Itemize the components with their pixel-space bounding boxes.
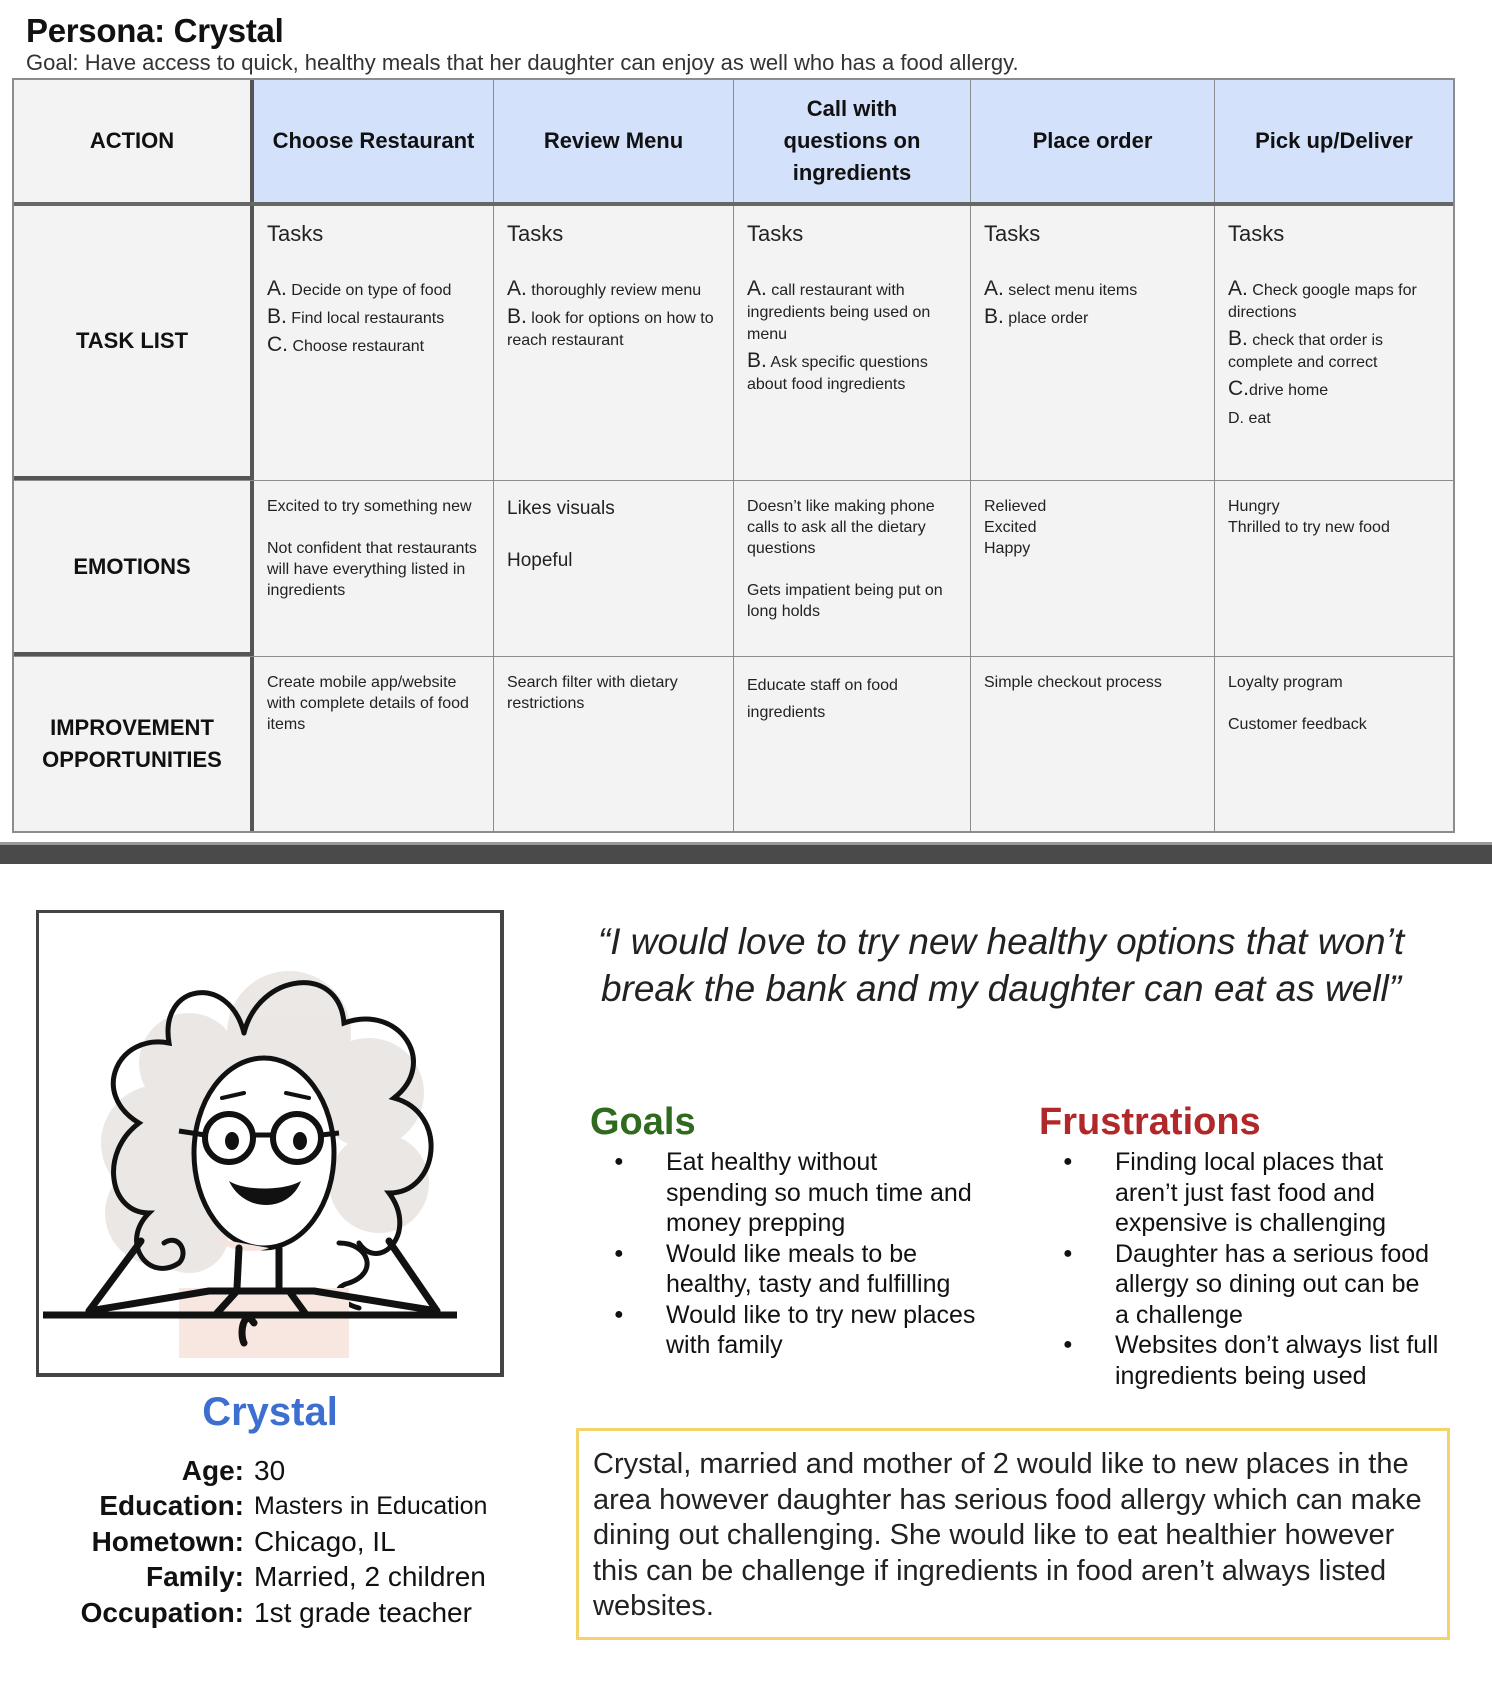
fact-family: Family: Married, 2 children xyxy=(145,1561,486,1593)
improvement-row-label: IMPROVEMENT OPPORTUNITIES xyxy=(14,657,254,831)
tasks-heading: Tasks xyxy=(267,221,324,246)
task-item: A. thoroughly review menu xyxy=(507,277,702,300)
improvement-cell xyxy=(254,657,494,831)
task-list-row-label: TASK LIST xyxy=(14,206,254,480)
fact-occupation: Occupation: 1st grade teacher xyxy=(80,1596,472,1628)
persona-facts xyxy=(40,1453,560,1631)
frustrations-heading: Frustrations xyxy=(1039,1101,1261,1143)
persona-title: Persona: Crystal xyxy=(26,12,284,49)
goals-heading: Goals xyxy=(590,1101,696,1143)
emotion-text: Hungry Thrilled to try new food xyxy=(1228,498,1390,536)
task-item: A. Check google maps for directions xyxy=(1228,277,1417,321)
improvement-cell xyxy=(1215,657,1453,831)
improvement-cell xyxy=(971,657,1215,831)
task-item: B. look for options on how to reach restaurant xyxy=(507,305,714,349)
action-row-label: ACTION xyxy=(14,80,254,202)
persona-bio: Crystal, married and mother of 2 would like to new places in the area however daughter has serious food allergy which can make dining out challenging. She would like to eat healthier however this can be challenge if ingredients in food aren’t always listed websites. xyxy=(576,1428,1450,1640)
goal-item: ● Would like meals to be healthy, tasty and fulfilling xyxy=(590,1239,980,1300)
task-items xyxy=(507,278,725,356)
improvement-text: Create mobile app/website with complete details of food items xyxy=(267,674,469,733)
emotions-row-label: EMOTIONS xyxy=(14,481,254,656)
task-items xyxy=(984,278,1206,334)
improvement-text: Educate staff on food ingredients xyxy=(747,677,898,721)
frustration-item: ● Websites don’t always list full ingredients being used xyxy=(1039,1330,1439,1391)
emotion-cell xyxy=(254,481,494,656)
emotion-cell xyxy=(734,481,971,656)
task-item: A. call restaurant with ingredients being used on menu xyxy=(747,277,931,343)
section-divider xyxy=(0,842,1492,864)
improvement-text: Simple checkout process xyxy=(984,674,1162,691)
task-cell xyxy=(494,206,734,480)
improvement-text: Loyalty program Customer feedback xyxy=(1228,674,1367,733)
frustrations-list xyxy=(1039,1147,1439,1391)
task-item: D. eat xyxy=(1228,410,1271,427)
task-items xyxy=(267,278,485,362)
task-item: C. Choose restaurant xyxy=(267,333,425,356)
emotion-cell xyxy=(1215,481,1453,656)
task-cell xyxy=(971,206,1215,480)
task-cell xyxy=(734,206,971,480)
frustration-item: ● Daughter has a serious food allergy so dining out can be a challenge xyxy=(1039,1239,1439,1331)
task-item: A. select menu items xyxy=(984,277,1138,300)
improvement-cell xyxy=(494,657,734,831)
task-item: B. check that order is complete and correct xyxy=(1228,327,1384,371)
stick-figure-illustration xyxy=(39,913,501,1374)
task-items xyxy=(747,278,962,400)
task-list-row xyxy=(14,206,1453,481)
improvement-text: Search filter with dietary restrictions xyxy=(507,674,678,712)
action-row xyxy=(14,80,1453,206)
step-header-review-menu: Review Menu xyxy=(494,80,734,202)
frustration-item: ● Finding local places that aren’t just fast food and expensive is challenging xyxy=(1039,1147,1439,1239)
journey-map-table xyxy=(12,78,1455,833)
task-item: B. Find local restaurants xyxy=(267,305,445,328)
step-header-choose-restaurant: Choose Restaurant xyxy=(254,80,494,202)
improvement-row xyxy=(14,657,1453,831)
task-items xyxy=(1228,278,1445,434)
task-item: A. Decide on type of food xyxy=(267,277,452,300)
fact-education: Education: Masters in Education xyxy=(99,1490,488,1522)
persona-name: Crystal xyxy=(202,1390,338,1434)
tasks-heading: Tasks xyxy=(507,221,564,246)
goal-item: ● Eat healthy without spending so much time and money prepping xyxy=(590,1147,980,1239)
task-item: B. place order xyxy=(984,305,1089,328)
persona-quote: “I would love to try new healthy options that won’t break the bank and my daughter can eat as well” xyxy=(597,921,1405,1009)
fact-hometown: Hometown: Chicago, IL xyxy=(91,1525,396,1557)
emotion-text: Doesn’t like making phone calls to ask all the dietary questions Gets impatient being put on long holds xyxy=(747,498,943,620)
task-item: B. Ask specific questions about food ingredients xyxy=(747,349,928,393)
task-cell xyxy=(254,206,494,480)
emotion-cell xyxy=(971,481,1215,656)
tasks-heading: Tasks xyxy=(984,221,1041,246)
goals-list xyxy=(590,1147,980,1361)
persona-avatar xyxy=(36,910,504,1377)
fact-age: Age: 30 xyxy=(181,1454,286,1486)
step-header-place-order: Place order xyxy=(971,80,1215,202)
emotion-text: Likes visuals Hopeful xyxy=(507,498,615,571)
step-header-pickup-deliver: Pick up/Deliver xyxy=(1215,80,1453,202)
emotion-text: Excited to try something new Not confident that restaurants will have everything listed in ingredients xyxy=(267,498,477,599)
task-item: C.drive home xyxy=(1228,377,1329,400)
task-cell xyxy=(1215,206,1453,480)
emotion-cell xyxy=(494,481,734,656)
tasks-heading: Tasks xyxy=(747,221,804,246)
emotions-row xyxy=(14,481,1453,657)
goal-item: ● Would like to try new places with family xyxy=(590,1300,980,1361)
persona-goal-line: Goal: Have access to quick, healthy meals that her daughter can enjoy as well who has a food allergy. xyxy=(26,50,1019,75)
improvement-cell xyxy=(734,657,971,831)
emotion-text: Relieved Excited Happy xyxy=(984,498,1047,557)
tasks-heading: Tasks xyxy=(1228,221,1285,246)
step-header-call-questions: Call with questions on ingredients xyxy=(734,80,971,202)
